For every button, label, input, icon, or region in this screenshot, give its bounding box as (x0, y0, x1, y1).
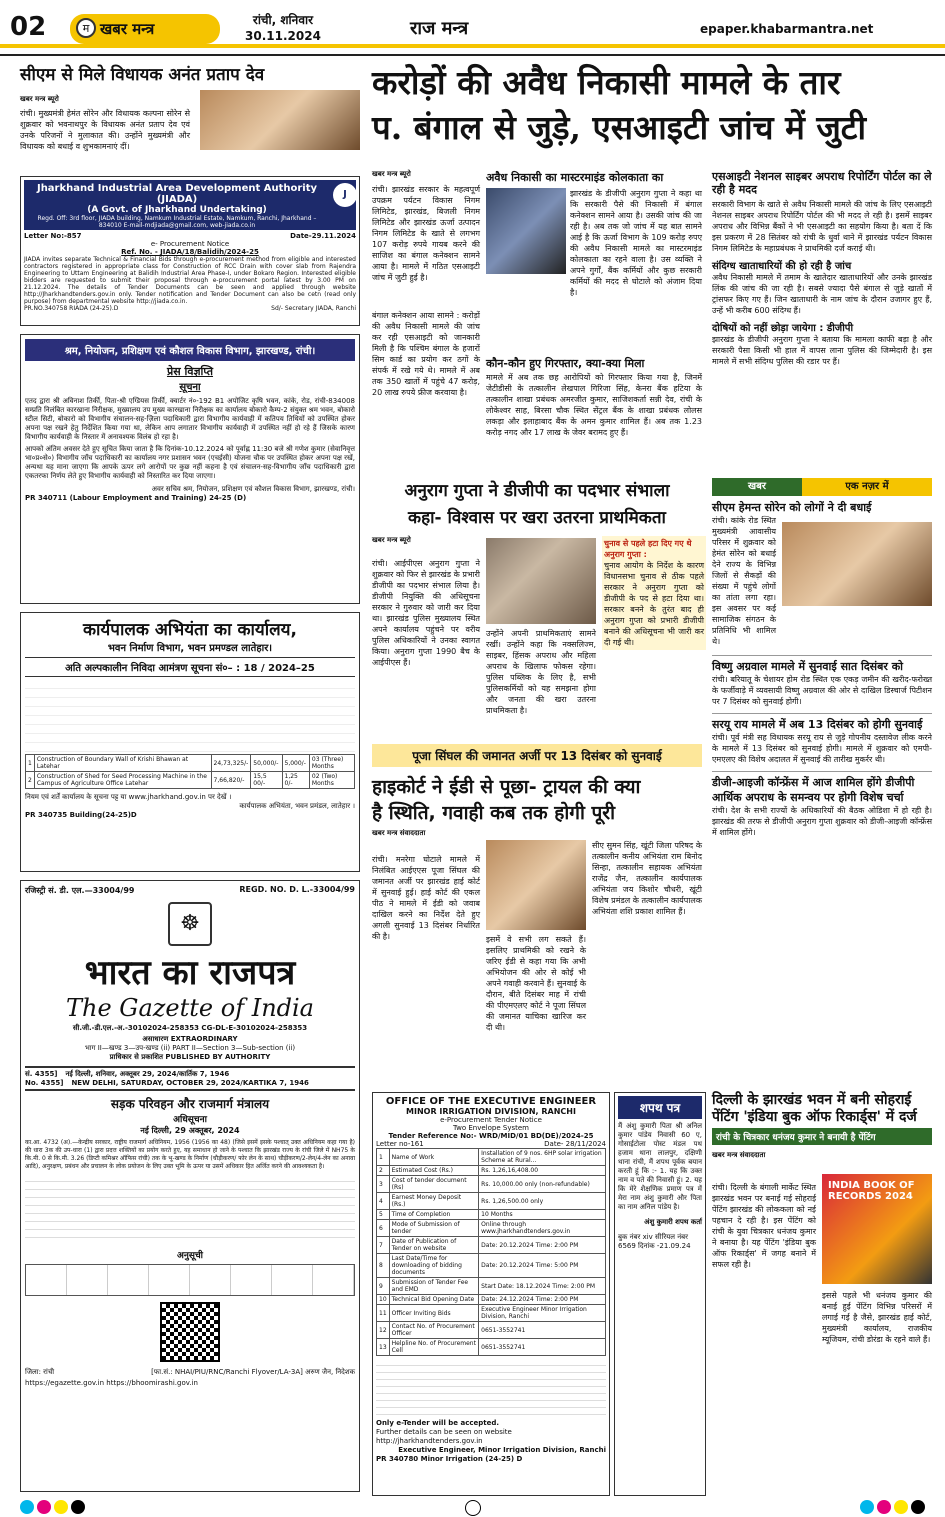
affidavit-body: मैं अंशु कुमारी पिता श्री अनिल कुमार पांडेय निवासी 60 ए, गोसाईटोला पोस्ट मंडल पथ हजाम थाना लालपुर, दक्षिणी थाना रांची, मैं शपथ पूर्वक बयान करती हूं कि :- 1. यह कि उक्त नाम व पते की निवासी हूं। 2. यह कि मेरे शैक्षणिक प्रमाण पत्र में मेरा नाम अंशु कुमारी और पिता का नाम अनिल पांडेय है। (618, 1122, 702, 1211)
tender-cell: Construction of Shed for Seed Processing Machine in the Campus of Agriculture Office Latehar (34, 772, 211, 789)
gazette-no-en: No. 4355] (25, 1079, 64, 1087)
irrigation-row (377, 1220, 606, 1237)
irrigation-row (377, 1322, 606, 1339)
affidavit (614, 1092, 706, 1496)
puja-right: सीए सुमन सिंह, खूंटी जिला परिषद के तत्कालीन कनीय अभियंता राम बिनोद सिन्हा, तत्कालीन सहायक अभियंता राजेंद्र जैन, तत्कालीन कार्यपालक अभियंता जय किशोर चौधरी, खूंटी विशेष प्रमंडल के तत्कालीन कार्यपालक अभियंता शशि प्रकाश शामिल हैं। (592, 841, 702, 916)
cyber-body: सरकारी विभाग के खाते से अवैध निकासी मामले की जांच के लिए एसआइटी नेशनल साइबर अपराध रिपोर्टिंग पोर्टल की भी मदद ले रही है। इसमें साइबर अपराध और विभिन्न बैंकों ने भी एसआइटी का सहयोग किया है। बता दें कि इस प्रकरण में 28 सितंबर को रांची के धुर्वा थाने में झारखंड पर्यटन विकास निगम लिमिटेड के महाप्रबंधक ने प्राथमिकी दर्ज कराई थी। (712, 200, 932, 253)
khabar-nazar (712, 478, 932, 1064)
irrigation-row (377, 1278, 606, 1295)
epaper-link[interactable]: epaper.khabarmantra.net (700, 22, 874, 36)
main-col1b: बंगाल कनेक्शन आया सामने : करोड़ों की अवैध निकासी मामले की जांच कर रही एसआइटी को जानकारी मिली है कि पश्चिम बंगाल के हजारों सिम कार्ड का प्रयोग कर ठगों के संपर्क में रखे गये थे। मामले में अब तक 350 खातों में पहुंचे 47 करोड़, 20 लाख रुपये फ्रीज करवाया है। (372, 311, 480, 397)
schedule-table (25, 1264, 355, 1296)
puja-body: रांची। मनरेगा घोटाले मामले में निलंबित आईएएस पूजा सिंघल की जमानत अर्जी पर झारखंड हाई कोर्ट में सुनवाई हुई। हाई कोर्ट की एकल पीठ ने मामले में ईडी को जवाब दाखिल करने का निर्देश देते हुए अगली सुनवाई 13 दिसंबर निर्धारित की है। (372, 855, 480, 941)
gazette-part: भाग II—खण्ड 3—उप-खण्ड (ii) PART II—Section 3—Sub-section (ii) (84, 1044, 296, 1052)
puja-mid: इसमें वे सभी लग सकते हैं। इसलिए प्राथमिकी को रखने के जरिए ईडी से कहा गया कि अभी अभियोजन की ओर से कोई भी अपने गवाही करवाने हैं। सुनवाई के दौरान, बीते दिसंबर माह में रांची की पीएमएलए कोर्ट ने पूजा सिंघल की जमानत याचिका खारिज कर दी थी। (486, 935, 586, 1032)
affidavit-title: शपथ पत्र (618, 1096, 702, 1119)
delhi-story (712, 1092, 932, 1496)
main-sub1-body: झारखंड के डीजीपी अनुराग गुप्ता ने कहा था कि सरकारी पैसे की निकासी में बंगाल कनेक्शन सामने आया है। उसकी जांच की जा रही है। अब तक जो जांच में यह बात सामने आई है कि ऊर्जा विभाग के 109 करोड़ रुपए की अवैध निकासी मामले का मास्टरमाइंड कोलकाता का रहने वाला है। उस व्यक्ति ने अपने गुर्गों, बैंक कर्मियों और कुछ सरकारी कर्मियों की मदद से घोटाले को अंजाम दिया है। (570, 189, 702, 297)
brand-icon: म (76, 18, 96, 38)
qr-code-icon (160, 1302, 220, 1362)
delhi-headline-1: दिल्ली के झारखंड भवन में बनी सोहराई (712, 1092, 912, 1108)
row-number: 10 (377, 1295, 390, 1305)
nazar-h3: सरयू राय मामले में अब 13 दिसंबर को होगी सुनवाई (712, 713, 932, 732)
tender-cell: 7,66,820/- (211, 772, 251, 789)
gazette-english-title: The Gazette of India (66, 994, 314, 1022)
byline: खबर मन्त्र संवाददाता (372, 829, 426, 837)
irrigation-note: Only e-Tender will be accepted. (376, 1419, 500, 1427)
tender-cell: 02 (Two) Months (309, 772, 354, 789)
cyber-sub2-body: झारखंड के डीजीपी अनुराग गुप्ता ने बताया कि मामला काफी बड़ा है और सरकारी पैसा किसी भी हाल में वापस लाना पुलिस की जिम्मेदारी है। इस मामले में सभी संदिग्ध पुलिस की रडार पर हैं। (712, 335, 932, 366)
irrigation-cell: Name of Work (389, 1149, 479, 1166)
main-story (372, 170, 702, 470)
gazette-notice (20, 880, 360, 1492)
gazette-no: सं. 4355] (25, 1070, 58, 1078)
gazette-ministry: सड़क परिवहन और राजमार्ग मंत्रालय (110, 1097, 270, 1111)
magenta-swatch (37, 1500, 51, 1514)
row-number: 13 (377, 1339, 390, 1356)
pr-number: PR 340735 Building(24-25)D (25, 811, 137, 819)
cyber-sub-body: अवैध निकासी मामले में तमाम के खातेदार खाताधारियों और उनके झारखंड लिंक की जांच की जा रही है। सबसे ज्यादा पैसे बंगाल से जुड़े खातों में ट्रांसफर किए गए हैं। जिन खाताधारी के नाम जांच के दौरान उजागर हुए हैं, उन्हें भी करीब 600 संदिग्ध हैं। (712, 273, 932, 315)
gazette-schedule: अनुसूची (176, 1251, 203, 1261)
irrigation-notice (372, 1092, 610, 1496)
gazette-notif-date: नई दिल्ली, 29 अक्तूबर, 2024 (140, 1126, 240, 1135)
irrigation-cell: Installation of 9 nos. 6HP solar irrigation Scheme at Rural... (479, 1149, 606, 1166)
registration-target-icon (465, 1500, 481, 1516)
irrigation-cell: Helpline No. of Procurement Cell (389, 1339, 479, 1356)
row-number: 11 (377, 1305, 390, 1322)
emblem-icon: ☸ (168, 902, 212, 946)
irrigation-cell: Earnest Money Deposit (Rs.) (389, 1193, 479, 1210)
affidavit-sign: अंशु कुमारी शपथ कर्ता (644, 1218, 702, 1226)
tender-row (26, 755, 355, 772)
row-number: 7 (377, 1237, 390, 1254)
irrigation-row (377, 1166, 606, 1176)
dgp-body: रांची। आईपीएस अनुराग गुप्ता ने शुक्रवार को फिर से झारखंड के प्रभारी डीजीपी का पदभार संभाल लिया है। डीजीपी नियुक्ति की अधिसूचना सरकार ने गुरुवार को जारी कर दिया था। झारखंड पुलिस मुख्यालय स्थित अपने कार्यालय पहुंचने पर वरीय पुलिस अधिकारियों ने उनका स्वागत किया। अनुराग गुप्ता 1990 बैच के आईपीएस हैं। (372, 559, 480, 667)
main-sub2-body: मामले में अब तक छह आरोपियों को गिरफ्तार किया गया है, जिनमें जेटीडीसी के तत्कालीन लेखपाल गिरिजा सिंह, केनरा बैंक हटिया के तत्कालीन शाखा प्रबंधक अमरजीत कुमार, साजिशकर्ता सन्नी देव, रांची के लोकेश्वर साह, बिरसा चौक स्थित सेंट्रल बैंक के शाखा प्रबंधक लोलस लकड़ा और इलाहाबाद बैंक के अमन कुमार शामिल हैं। अब तक 1.23 करोड़ नगद और 17 लाख के जेवर बरामद हुए हैं। (486, 373, 702, 437)
story-photo (200, 90, 360, 150)
gazette-text-lines (25, 1174, 355, 1244)
jiada-notice (20, 176, 360, 326)
tender-cell: 03 (Three) Months (309, 755, 354, 772)
header-rule (0, 44, 945, 48)
nazar-b3: रांची। पूर्व मंत्री सह विधायक सरयू राय से जुड़े गोपनीय दस्तावेज लीक करने के मामले में 13 दिसंबर को सुनवाई होगी। मामले में शुक्रवार को एमपी-एमएलए की विशेष अदालत में सुनवाई की तारीख मुकर्रर थी। (712, 733, 932, 764)
irrigation-notice-title: e-Procurement Tender Notice (440, 1116, 542, 1124)
dgp-mid: उन्होंने अपनी प्राथमिकताएं सामने रखीं। उन्होंने कहा कि नक्सलिज्म, साइबर, हिंसक अपराध और महिला अपराध के खिलाफ फोकस रहेगा। पुलिस पब्लिक के लिए है, सभी पुलिसकर्मियों को यह समझना होगा और जनता की खरा उतरना प्राथमिकता है। (486, 629, 596, 715)
story-body: रांची। मुख्यमंत्री हेमंत सोरेन और विधायक कल्पना सोरेन से शुक्रवार को भवनाथपुर के विधायक अनंत प्रताप देव एवं उनके परिजनों ने मुलाकात की। उन्होंने मुख्यमंत्री और विधायक को बधाई व शुभकामनाएं दीं। (20, 109, 190, 151)
jiada-address: Regd. Off: 3rd floor, JIADA building, Namkum Industrial Estate, Namkum, Ranchi, Jharkhand – 834010 E-mail-mdjiada@gmail.com, web-jiada.co.in (37, 215, 317, 229)
nazar-h2: विष्णु अग्रवाल मामले में सुनवाई सात दिसंबर को (712, 655, 932, 674)
row-number: 9 (377, 1278, 390, 1295)
row-number: 12 (377, 1322, 390, 1339)
row-number: 3 (377, 1176, 390, 1193)
irrigation-title: OFFICE OF THE EXECUTIVE ENGINEER (385, 1096, 597, 1107)
byline: खबर मन्त्र ब्यूरो (372, 536, 411, 544)
irrigation-ref: Tender Reference No:- WRD/MID/01 BD(DE)/2024-25 (388, 1132, 594, 1140)
main-headline-1: करोड़ों की अवैध निकासी मामले के तार (372, 63, 841, 102)
jiada-logo-icon: J (333, 183, 357, 207)
irrigation-row (377, 1305, 606, 1322)
building-sub: भवन निर्माण विभाग, भवन प्रमण्डल लातेहार। (107, 643, 273, 654)
tender-cell: 2 (26, 772, 35, 789)
cyber-subhead: संदिग्ध खाताधारियों की हो रही है जांच (712, 261, 852, 272)
main-headline (372, 62, 932, 166)
gazette-hindi-title: भारत का राजपत्र (84, 953, 296, 993)
gazette-footer-right: [फा.सं.: NHAI/PIU/RNC/Ranchi Flyover/LA-3A] अरुण जैन, निदेशक (151, 1368, 355, 1376)
gazette-footer-left: जिला: रांची (25, 1368, 55, 1376)
pr-number: PR 340780 Minor Irrigation (24-25) D (376, 1455, 523, 1463)
cm-greeting-photo (782, 522, 932, 606)
labour-title: प्रेस विज्ञप्ति (166, 365, 214, 378)
irrigation-row (377, 1254, 606, 1278)
irrigation-more: Further details can be seen on website http://jharkhandtenders.gov.in (376, 1428, 512, 1445)
notice-body: JIADA invites separate Technical & Financial Bids through e-procurement method from eligible and interested contractors registered in appropriate class for Construction of RCC Drain with cover slab from Rajendra Engineering to Uttam Engineering at Balidih Industrial Area Phase-I, under Bokaro Region. Interested eligible bidders are requested to submit their proposal through e-procurement portal latest by 3.00 PM on 21.12.2024. The details of Tender Documents can be seen and applied through website http://Jharkhandtenders.gov.in only. Tender notification and Tender Document can also be cetn (read only purpose) from departmental website http://jiada.co.in. (24, 256, 356, 305)
row-number: 8 (377, 1254, 390, 1278)
irrigation-cell: Estimated Cost (Rs.) (389, 1166, 479, 1176)
irrigation-sub: MINOR IRRIGATION DIVISION, RANCHI (406, 1107, 576, 1116)
irrigation-cell: Submission of Tender Fee and EMD (389, 1278, 479, 1295)
black-swatch (71, 1500, 85, 1514)
khabar-tag: खबर (712, 478, 802, 496)
tender-cell: Construction of Boundary Wall of Krishi Bhawan at Latehar (34, 755, 211, 772)
pr-number: PR 340711 (Labour Employment and Training) 24-25 (D) (25, 494, 247, 502)
labour-body2: आपको अंतिम अवसर देते हुए सूचित किया जाता है कि दिनांक-10.12.2024 को पूर्वाह्न 11:30 बजे श्री गणेश कुमार (सेवानिवृत्त भा०प्र०से०) विभागीय जाँच पदाधिकारी का कार्यालय नगर प्रशासन भवन (एचईसी) योजना चौक पर उपस्थित होकर अपना पक्ष रखें, अन्यथा यह माना जाएगा कि आपके ऊपर लगे आरोपों पर कुछ नहीं कहना है एवं संचालन-सह-विभागीय जाँच पदाधिकारी द्वारा एकतरफा निर्णय लेते हुए विभागीय कार्यवाही को निस्तारित कर दिया जाएगा। (25, 445, 355, 480)
irrigation-row (377, 1176, 606, 1193)
puja-headline-2: है स्थिति, गवाही कब तक होगी पूरी (372, 802, 615, 824)
nazar-b4: रांची। देश के सभी राज्यों के अधिकारियों की बैठक ओडिशा में हो रही है। झारखंड की तरफ से डीजीपी अनुराग गुप्ता शुक्रवार को डीजी-आइजी कॉन्फ्रेंस में शामिल होंगे। (712, 806, 932, 837)
cyan-swatch (20, 1500, 34, 1514)
brand-logo[interactable]: खबर मन्त्र (70, 14, 220, 44)
irrigation-cell: Executive Engineer Minor Irrigation Division, Ranchi (479, 1305, 606, 1322)
building-notice (20, 612, 360, 872)
irrigation-date: Date- 28/11/2024 (544, 1140, 606, 1148)
row-number: 6 (377, 1220, 390, 1237)
irrigation-cell: Mode of Submission of tender (389, 1220, 479, 1237)
page-number: 02 (10, 12, 47, 42)
notice-sign: Sd/- Secretary JIADA, Ranchi (271, 305, 356, 312)
labour-body: एतद द्वारा श्री अविनाश तिर्की, पिता-श्री एग्‍डियस तिर्की, क्वार्टर नं०-192 B1 अपोजिट कृषि भवन, कांके, रोड, रांची-834008 सम्प्रति निलंबित कारखाना निरीक्षक, मुख्यालय उप मुख्य कारखाना निरीक्षक का कार्यालय बोकारो कैम्प-2 संयुक्त श्रम भवन, बोकारो स्टील सिटी, बोकारो को विभागीय संचालन-सह-ज़िला पदाधिकारी द्वारा विभागीय कार्यवाही में कतिपय तिथियों को उपस्थित होकर अपना पक्ष रखने हेतु निर्देशित किया गया था, लेकिन आप लगातार विभागीय कार्यवाही में उपस्थित नहीं हो रहे हैं जिसके कारण विभागीय कार्यवाही के निस्तार में अनावश्यक विलंब हो रहा है। (25, 397, 355, 441)
irrigation-cell: Date of Publication of Tender on website (389, 1237, 479, 1254)
notice-ref: Ref. No. - JIADA/18/Balidih/2024-25 (121, 248, 259, 256)
black-swatch (911, 1500, 925, 1514)
nazar-h1: सीएम हेमन्त सोरेन को लोगों ने दी बधाई (712, 501, 872, 514)
tender-cell: 5,000/- (282, 755, 309, 772)
irrigation-cell: Start Date: 18.12.2024 Time: 2:00 PM (479, 1278, 606, 1295)
affidavit-notary: बुक नंबर xiv सीरियल नंबर 6569 दिनांक -21.09.24 (618, 1233, 691, 1250)
labour-dept: श्रम, नियोजन, प्रशिक्षण एवं कौशल विकास विभाग, झारखण्ड, रांची। (25, 339, 355, 361)
tender-table (25, 754, 355, 789)
irrigation-cell: Date: 24.12.2024 Time: 2:00 PM (479, 1295, 606, 1305)
row-number: 5 (377, 1210, 390, 1220)
tender-cell: 1,25 0/- (282, 772, 309, 789)
row-number: 1 (377, 1149, 390, 1166)
row-number: 2 (377, 1166, 390, 1176)
irrigation-sign: Executive Engineer, Minor Irrigation Division, Ranchi (398, 1446, 606, 1454)
dgp-story (372, 478, 702, 740)
irrigation-cell: Rs. 10,000.00 only (non-refundable) (479, 1176, 606, 1193)
nazar-h4: डीजी-आइजी कॉन्फ्रेंस में आज शामिल होंगे डीजीपी आर्थिक अपराध के समन्वय पर होगी विशेष चर्चा (712, 771, 932, 805)
gazette-notif: अधिसूचना (173, 1115, 207, 1125)
puja-headline-1: हाइकोर्ट ने ईडी से पूछा- ट्रायल की क्या (372, 776, 641, 798)
delhi-body: रांची। दिल्ली के बंगाली मार्केट स्थित झारखंड भवन पर बनाई गई सोहराई पेंटिंग झारखंड की लोककला को नई पहचान दे रही है। इस पेंटिंग को रांची के युवा चित्रकार धनंजय कुमार ने बनाया है। यह पेंटिंग 'इंडिया बुक ऑफ रिकार्ड्स' में जगह बनाने में सफल रही है। (712, 1183, 816, 1269)
tender-row (26, 772, 355, 789)
puja-kicker: पूजा सिंघल की जमानत अर्जी पर 13 दिसंबर को सुनवाई (372, 744, 702, 767)
irrigation-row (377, 1149, 606, 1166)
jiada-org: Jharkhand Industrial Area Development Authority (JIADA) (36, 183, 318, 205)
notice-title: e- Procurement Notice (150, 240, 230, 248)
dgp-box-body: चुनाव आयोग के निर्देश के कारण विधानसभा चुनाव से ठीक पहले सरकार ने अनुराग गुप्ता को डीजीपी के पद से हटा दिया था। सरकार बनने के तुरंत बाद ही अनुराग गुप्ता को प्रभारी डीजीपी बनाने की अधिसूचना भी जारी कर दी गई थी। (604, 561, 704, 647)
gazette-authority: प्राधिकार से प्रकाशित PUBLISHED BY AUTHORITY (109, 1053, 271, 1061)
labour-sign: अवर सचिव श्रम, नियोजन, प्रशिक्षण एवं कौशल विकास विभाग, झारखण्ड, रांची। (151, 485, 355, 493)
byline: खबर मन्त्र ब्यूरो (372, 170, 411, 178)
tender-cell: 1 (26, 755, 35, 772)
gazette-reg-english: REGD. NO. D. L.-33004/99 (239, 885, 355, 894)
row-number: 4 (377, 1193, 390, 1210)
dgp-office-photo (486, 538, 596, 624)
print-registration-marks (20, 1500, 925, 1514)
building-footer: नियम एवं शर्तें कार्यालय के सूचना पट्ट या www.jharkhand.gov.in पर देखें । (25, 793, 232, 801)
irrigation-notes (376, 1359, 606, 1419)
gazette-reg-hindi: रजिस्ट्री सं. डी. एल.—33004/99 (25, 886, 135, 895)
delhi-headline-2: पेंटिंग 'इंडिया बुक ऑफ रिकार्ड्स' में दर्ज (712, 1109, 917, 1125)
irrigation-cell: Rs. 1,26,500.00 only (479, 1193, 606, 1210)
gazette-date-en: NEW DELHI, SATURDAY, OCTOBER 29, 2024/KARTIKA 7, 1946 (71, 1079, 309, 1087)
cyber-subhead-2: दोषियों को नहीं छोड़ा जायेगा : डीजीपी (712, 323, 854, 334)
main-col1: रांची। झारखंड सरकार के महत्वपूर्ण उपक्रम पर्यटन विकास निगम लिमिटेड, झारखंड, बिजली निगम लिमिटेड और झारखंड ऊर्जा उत्पादन निगम लिमिटेड के खाते से लगभग 107 करोड़ रुपये गायब करने की साजिश का बंगाल कनेक्शन सामने आया है। मामले में गठित एसआइटी जांच में जुटी हुई है। (372, 185, 480, 282)
irrigation-cell: 0651-3552741 (479, 1322, 606, 1339)
dgp-headline-2: कहा- विश्वास पर खरा उतरना प्राथमिकता (408, 508, 666, 528)
tender-cell: 15,5 00/- (251, 772, 282, 789)
dgp-headline-1: अनुराग गुप्ता ने डीजीपी का पदभार संभाला (404, 481, 670, 501)
irrigation-cell: Technical Bid Opening Date (389, 1295, 479, 1305)
gazette-body: का.आ. 4732 (अ).—केन्द्रीय सरकार, राष्ट्रीय राजमार्ग अधिनियम, 1956 (1956 का 48) (जिसे इसमें इसके पश्चात् उक्त अधिनियम कहा गया है) की धारा 3क की उप-धारा (1) द्वारा प्रदत्त शक्तियों का प्रयोग करते हुए, यह समाधान हो जाने के पश्चात कि झारखंड राज्य के रांची जिले में NH75 के कि.मी. 0 से कि.मी. 3.26 (डिप्टी कमिश्नर ऑफिस रांची) तक के भू-खण्ड के निर्माण (चौड़ीकरण/ फोर लेन के साथ) चौड़ीकरण/2-लेन/4-लेन का अनावा आदि), अनुरक्षण, प्रबंधन और प्रचालन के लोक प्रयोजन के लिए उक्त भूमि के ऊपर या उसमें अधिकार हित अर्जित करने की आवश्यकता है। (25, 1139, 355, 1170)
puja-story (372, 744, 702, 1100)
irrigation-cell: Date: 20.12.2024 Time: 2:00 PM (479, 1237, 606, 1254)
labour-subtitle: सूचना (179, 382, 201, 393)
magenta-swatch (877, 1500, 891, 1514)
delhi-body2: इससे पहले भी धनंजय कुमार की बनाई हुई पेंटिंग विभिन्न परिसरों में लगाई गई है जैसे, झारखंड हाई कोर्ट, मुख्यमंत्री कार्यालय, राजकीय म्यूजियम, रांची डोरंडा के रहने वाले हैं। (822, 1291, 932, 1344)
gazette-date-hi: नई दिल्ली, शनिवार, अक्तूबर 29, 2024/कार्तिक 7, 1946 (65, 1070, 230, 1078)
cyber-story (712, 170, 932, 470)
cyber-headline: एसआइटी नेशनल साइबर अपराध रिपोर्टिंग पोर्टल का ले रही है मदद (712, 170, 932, 196)
jiada-sub: (A Govt. of Jharkhand Undertaking) (87, 205, 267, 215)
irrigation-cell: 0651-3552741 (479, 1339, 606, 1356)
irrigation-cell: Rs. 1,26,16,408.00 (479, 1166, 606, 1176)
irrigation-cell: Cost of tender document (Rs) (389, 1176, 479, 1193)
building-sign: कार्यपालक अभियंता, भवन प्रमंडल, लातेहार । (239, 802, 355, 810)
main-headline-2: प. बंगाल से जुड़े, एसआइटी जांच में जुटी (372, 108, 866, 147)
story-headline: सीएम से मिले विधायक अनंत प्रताप देव (20, 65, 265, 85)
section-title: राज मन्त्र (410, 18, 469, 39)
tender-cell: 50,000/- (251, 755, 282, 772)
irrigation-row (377, 1210, 606, 1220)
irrigation-cell: 10 Months (479, 1210, 606, 1220)
story-cm-mla (20, 62, 360, 170)
irrigation-cell: Contact No. of Procurement Officer (389, 1322, 479, 1339)
irrigation-cell: Time of Completion (389, 1210, 479, 1220)
letter-date: Date-29.11.2024 (290, 232, 356, 240)
irrigation-cell: Officer Inviting Bids (389, 1305, 479, 1322)
main-subhead-1: अवैध निकासी का मास्टरमाइंड कोलकाता का (486, 171, 664, 184)
gazette-extra: असाधारण EXTRAORDINARY (142, 1035, 238, 1043)
building-notice-no: अति अल्पकालीन निविदा आमंत्रण सूचना सं०– : 18 / 2024–25 (25, 657, 355, 677)
nazar-b1: रांची। कांके रोड स्थित मुख्यमंत्री आवासीय परिसर में शुक्रवार को हेमंत सोरेन को बधाई देने राज्य के विभिन्न जिलों से सैकड़ों की संख्या में पहुंचे लोगों का तांता लगा रहा। इस अवसर पर कई सामाजिक संगठन के प्रतिनिधि भी शामिल थे। (712, 516, 776, 646)
notice-schedule-lines (25, 680, 355, 754)
irrigation-cell: Online through www.jharkhandtenders.gov.in (479, 1220, 606, 1237)
irrigation-cell: Last Date/Time for downloading of bidding documents (389, 1254, 479, 1278)
delhi-kicker: रांची के चित्रकार धनंजय कुमार ने बनायी है पेंटिंग (712, 1128, 932, 1145)
irrigation-row (377, 1339, 606, 1356)
gazette-urls[interactable]: https://egazette.gov.in https://bhoomirashi.gov.in (25, 1379, 198, 1387)
building-title: कार्यपालक अभियंता का कार्यालय, (82, 620, 298, 640)
byline: खबर मन्त्र ब्यूरो (20, 95, 59, 103)
dgp-photo (486, 188, 566, 274)
gazette-codes: सी.जी.-डी.एल.-अ.-30102024-258353 CG-DL-E-30102024-258353 (72, 1024, 308, 1032)
irrigation-cover: Two Envelope System (453, 1124, 529, 1132)
nazar-b2: रांची। बरियातू के चेशायर होम रोड स्थित एक एकड़ जमीन की खरीद-फरोख्त के फर्जीवाड़े में व्यवसायी विष्णु अग्रवाल की ओर से दाखिल डिस्चार्ज पिटीशन पर 7 दिसंबर को सुनवाई होगी। (712, 675, 932, 706)
byline: खबर मन्त्र संवाददाता (712, 1151, 766, 1159)
irrigation-cell: Date: 20.12.2024 Time: 5:00 PM (479, 1254, 606, 1278)
irrigation-row (377, 1295, 606, 1305)
irrigation-row (377, 1237, 606, 1254)
dateline: रांची, शनिवार 30.11.2024 (245, 13, 321, 43)
labour-notice (20, 334, 360, 604)
letter-no: Letter No:-857 (24, 232, 82, 240)
masthead (0, 0, 945, 56)
irrigation-row (377, 1193, 606, 1210)
dgp-box-title: चुनाव से पहले हटा दिए गए थे अनुराग गुप्ता : (604, 539, 692, 559)
yellow-swatch (54, 1500, 68, 1514)
irrigation-table (376, 1148, 606, 1356)
cyan-swatch (860, 1500, 874, 1514)
nazar-tag: एक नज़र में (802, 478, 932, 496)
main-subhead-2: कौन-कौन हुए गिरफ्तार, क्या-क्या मिला (486, 357, 645, 370)
yellow-swatch (894, 1500, 908, 1514)
tender-cell: 24,73,325/- (211, 755, 251, 772)
irrigation-letter: Letter no-161 (376, 1140, 424, 1148)
puja-photo (486, 840, 586, 930)
pr-number: PR.NO.340758 RIADA (24-25).D (24, 305, 119, 312)
record-photo: INDIA BOOK OF RECORDS 2024 (822, 1174, 932, 1284)
